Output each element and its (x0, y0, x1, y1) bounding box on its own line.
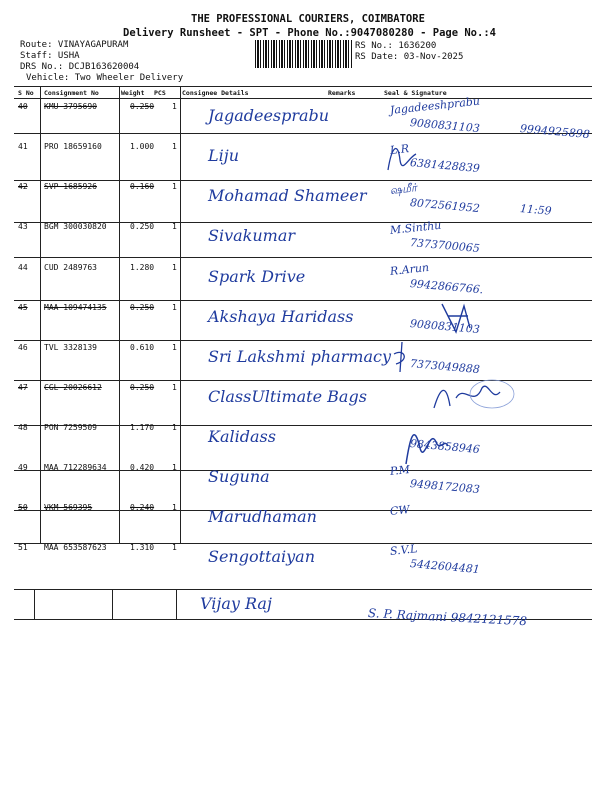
table-column-divider (180, 86, 181, 543)
receiver-signature: P.M (389, 462, 411, 478)
receiver-phone: 9080831103 (409, 116, 481, 136)
receiver-signature: Jagadeeshprabu (389, 94, 481, 117)
col-header-weight: Weight (121, 89, 145, 97)
receiver-phone: 7373700065 (409, 236, 481, 256)
receiver-signature: M.Sinthu (389, 218, 442, 237)
consignee-name: Marudhaman (208, 507, 317, 526)
table-column-divider (119, 86, 120, 543)
vehicle-label: Vehicle: Two Wheeler Delivery (26, 73, 184, 83)
weight-value: 0.240 (130, 503, 155, 512)
col-header-consignment: Consignment No (44, 89, 99, 97)
consignment-number: MAA 653587623 (44, 543, 107, 552)
table-row-divider (14, 589, 592, 590)
pcs-count: 1 (172, 503, 177, 512)
rs-date: RS Date: 03-Nov-2025 (355, 52, 464, 62)
pcs-count: 1 (172, 182, 177, 191)
staff-label: Staff: USHA (20, 51, 80, 61)
table-top-border (14, 86, 592, 87)
pcs-count: 1 (172, 303, 177, 312)
table-column-divider (112, 589, 113, 619)
col-header-pcs: PCS (154, 89, 166, 97)
consignment-number: BGM 300030820 (44, 222, 107, 231)
weight-value: 1.170 (130, 423, 155, 432)
serial-number: 47 (18, 383, 28, 392)
consignee-name: Akshaya Haridass (208, 307, 354, 326)
consignment-number: MAA 712289634 (44, 463, 107, 472)
col-header-remarks: Remarks (328, 89, 356, 97)
serial-number: 40 (18, 102, 28, 111)
weight-value: 0.160 (130, 182, 155, 191)
pcs-count: 1 (172, 222, 177, 231)
pcs-count: 1 (172, 102, 177, 111)
consignment-number: CUD 2489763 (44, 263, 97, 272)
weight-value: 0.250 (130, 102, 155, 111)
extra-consignee: Vijay Raj (200, 594, 272, 613)
receiver-signature: ஷமீர் (389, 181, 418, 197)
receiver-phone: 9080831103 (409, 317, 481, 337)
serial-number: 41 (18, 142, 28, 151)
weight-value: 0.250 (130, 222, 155, 231)
serial-number: 43 (18, 222, 28, 231)
receiver-phone: 7373049888 (409, 357, 481, 377)
table-row-divider (14, 257, 592, 258)
drs-number: DRS No.: DCJB163620004 (20, 62, 140, 72)
col-header-signature: Seal & Signature (384, 89, 447, 97)
signature-scribble-45 (438, 298, 478, 338)
receiver-signature: R.Arun (389, 260, 430, 278)
consignee-name: Sivakumar (208, 226, 296, 245)
consignee-name: ClassUltimate Bags (208, 387, 367, 406)
receiver-phone: 9942866766. (409, 277, 484, 297)
table-row-divider (14, 340, 592, 341)
barcode-image (255, 40, 352, 68)
table-column-divider (176, 589, 177, 619)
consignment-number: PON 7259509 (44, 423, 97, 432)
rs-number: RS No.: 1636200 (355, 41, 437, 51)
receiver-phone: 6381428839 (409, 156, 481, 176)
receiver-phone: 9498172083 (409, 477, 481, 497)
pcs-count: 1 (172, 543, 177, 552)
table-row-divider (14, 425, 592, 426)
page-title: THE PROFESSIONAL COURIERS, COIMBATORE (191, 13, 425, 25)
pcs-count: 1 (172, 263, 177, 272)
consignment-number: MAA 109474135 (44, 303, 107, 312)
pcs-count: 1 (172, 423, 177, 432)
receiver-phone: 8072561952 (409, 196, 481, 216)
receiver-phone: 9843858946 (409, 437, 481, 457)
consignment-number: VKM 569395 (44, 503, 93, 512)
receiver-note: 9994925898 (519, 122, 591, 142)
signature-scribble-48 (400, 418, 450, 468)
table-row-divider (14, 180, 592, 181)
col-header-consignee: Consignee Details (182, 89, 249, 97)
col-header-sno: S No (18, 89, 34, 97)
table-row-divider (14, 98, 592, 99)
serial-number: 42 (18, 182, 28, 191)
weight-value: 1.000 (130, 142, 155, 151)
runsheet-subtitle: Delivery Runsheet - SPT - Phone No.:9047080280 - Page No.:4 (123, 27, 496, 39)
weight-value: 1.280 (130, 263, 155, 272)
consignee-name: Kalidass (208, 427, 276, 446)
consignee-name: Spark Drive (208, 267, 306, 286)
table-row-divider (14, 133, 592, 134)
consignee-name: Suguna (208, 467, 270, 486)
weight-value: 1.310 (130, 543, 155, 552)
pcs-count: 1 (172, 343, 177, 352)
signature-scribble-46 (390, 340, 414, 374)
consignment-number: PRO 18659160 (44, 142, 102, 151)
receiver-note: 11:59 (519, 202, 553, 218)
serial-number: 44 (18, 263, 28, 272)
consignment-number: CGL 20026612 (44, 383, 102, 392)
weight-value: 0.420 (130, 463, 155, 472)
signature-scribble-47 (430, 378, 520, 414)
signature-scribble-41 (380, 140, 420, 174)
receiver-signature: L.R (389, 142, 410, 157)
serial-number: 51 (18, 543, 28, 552)
consignee-name: Sengottaiyan (208, 547, 316, 566)
consignee-name: Mohamad Shameer (208, 186, 367, 205)
pcs-count: 1 (172, 463, 177, 472)
consignment-number: KMU 3795690 (44, 102, 97, 111)
weight-value: 0.250 (130, 383, 155, 392)
table-column-divider (40, 86, 41, 543)
weight-value: 0.250 (130, 303, 155, 312)
consignment-number: SVP 1685926 (44, 182, 97, 191)
pcs-count: 1 (172, 383, 177, 392)
serial-number: 50 (18, 503, 28, 512)
receiver-phone: 5442604481 (409, 557, 481, 577)
consignee-name: Jagadeesprabu (208, 106, 330, 125)
serial-number: 49 (18, 463, 28, 472)
table-row-divider (14, 300, 592, 301)
consignee-name: Sri Lakshmi pharmacy (208, 347, 392, 366)
consignee-name: Liju (208, 146, 240, 165)
pcs-count: 1 (172, 142, 177, 151)
table-column-divider (34, 589, 35, 619)
weight-value: 0.610 (130, 343, 155, 352)
serial-number: 46 (18, 343, 28, 352)
receiver-signature: S.V.L (389, 542, 418, 558)
consignment-number: TVL 3328139 (44, 343, 97, 352)
serial-number: 45 (18, 303, 28, 312)
extra-signature: S. P. Rajmani 9842121578 (367, 606, 528, 629)
route-label: Route: VINAYAGAPURAM (20, 40, 129, 50)
receiver-signature: CW (389, 502, 411, 518)
serial-number: 48 (18, 423, 28, 432)
